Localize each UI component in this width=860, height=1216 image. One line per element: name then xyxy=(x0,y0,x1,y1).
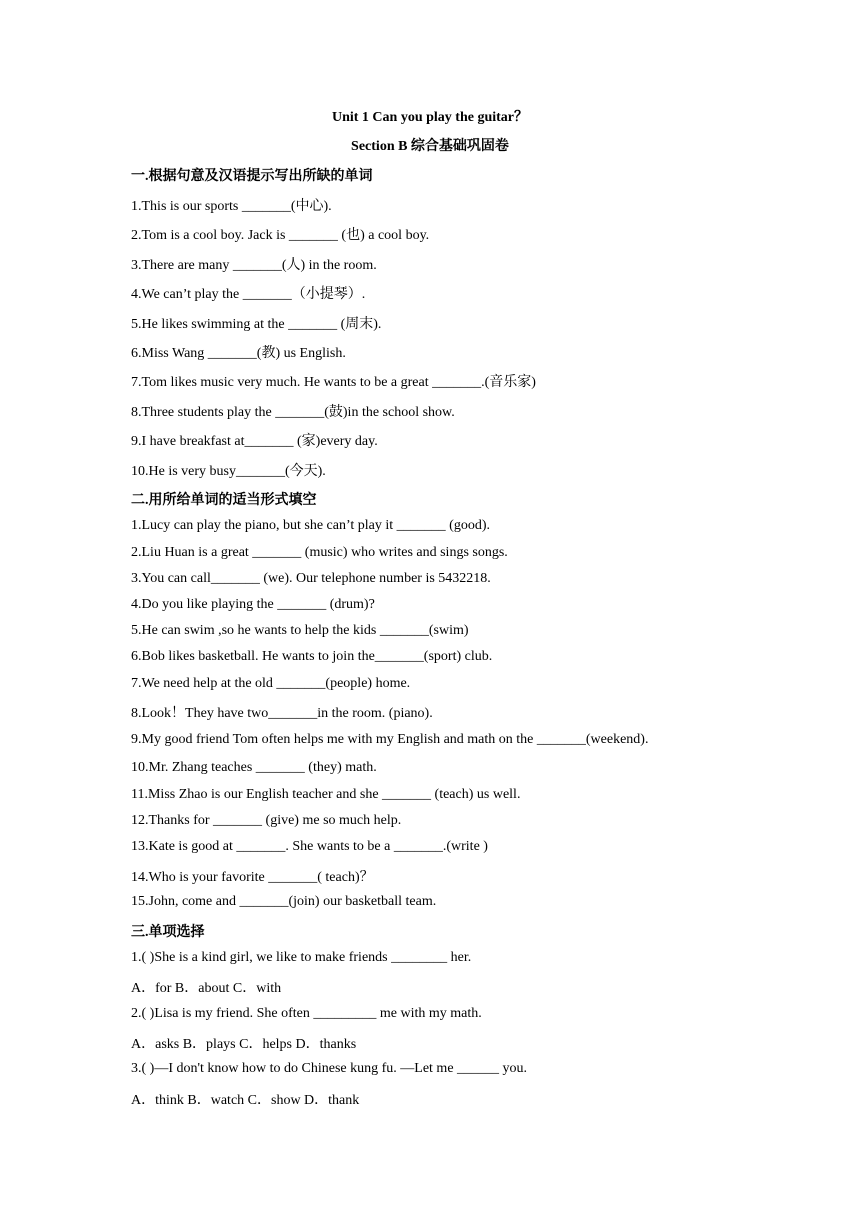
question-line: 9.I have breakfast at_______ (家)every day. xyxy=(131,434,378,449)
section-heading: 二.用所给单词的适当形式填空 xyxy=(131,493,317,508)
question-line: 7.We need help at the old _______(people) home. xyxy=(131,676,411,691)
question-line: 9.My good friend Tom often helps me with my English and math on the _______(weekend). xyxy=(131,732,649,747)
question-line: 1.( )She is a kind girl, we like to make friends ________ her. xyxy=(131,950,472,965)
question-line: 2.Tom is a cool boy. Jack is _______ (也) a cool boy. xyxy=(131,228,430,243)
question-line: 7.Tom likes music very much. He wants to be a great _______.(音乐家) xyxy=(131,375,536,390)
question-line: 1.Lucy can play the piano, but she can’t play it _______ (good). xyxy=(131,518,490,533)
question-line: 6.Miss Wang _______(教) us English. xyxy=(131,346,346,361)
answer-options: A．think B．watch C．show D．thank xyxy=(131,1093,360,1108)
section-heading: 一.根据句意及汉语提示写出所缺的单词 xyxy=(131,169,373,184)
question-line: 3.( )—I don't know how to do Chinese kung fu. —Let me ______ you. xyxy=(131,1061,528,1076)
question-line: 14.Who is your favorite _______( teach)？ xyxy=(131,870,374,885)
question-line: 4.Do you like playing the _______ (drum)? xyxy=(131,597,375,612)
question-line: 11.Miss Zhao is our English teacher and she _______ (teach) us well. xyxy=(131,787,521,802)
question-line: 8.Look！They have two_______in the room. (piano). xyxy=(131,706,433,721)
question-line: 10.He is very busy_______(今天). xyxy=(131,464,326,479)
question-line: 5.He likes swimming at the _______ (周末). xyxy=(131,317,382,332)
question-line: 3.You can call_______ (we). Our telephone number is 5432218. xyxy=(131,571,491,586)
question-line: 8.Three students play the _______(鼓)in the school show. xyxy=(131,405,455,420)
answer-options: A．asks B．plays C．helps D．thanks xyxy=(131,1037,357,1052)
question-line: 13.Kate is good at _______. She wants to be a _______.(write ) xyxy=(131,839,488,854)
question-line: 4.We can’t play the _______（小提琴）. xyxy=(131,287,366,302)
question-line: 2.Liu Huan is a great _______ (music) who writes and sings songs. xyxy=(131,545,508,560)
doc-title: Unit 1 Can you play the guitar？ xyxy=(331,110,529,125)
question-line: 3.There are many _______(人) in the room. xyxy=(131,258,377,273)
doc-subtitle: Section B 综合基础巩固卷 xyxy=(351,139,509,154)
question-line: 5.He can swim ,so he wants to help the kids _______(swim) xyxy=(131,623,469,638)
question-line: 2.( )Lisa is my friend. She often _________ me with my math. xyxy=(131,1006,482,1021)
section-heading: 三.单项选择 xyxy=(131,925,205,940)
question-line: 6.Bob likes basketball. He wants to join the_______(sport) club. xyxy=(131,649,493,664)
answer-options: A．for B．about C．with xyxy=(131,981,282,996)
question-line: 1.This is our sports _______(中心). xyxy=(131,199,332,214)
question-line: 15.John, come and _______(join) our basketball team. xyxy=(131,894,437,909)
question-line: 10.Mr. Zhang teaches _______ (they) math. xyxy=(131,760,377,775)
question-line: 12.Thanks for _______ (give) me so much help. xyxy=(131,813,402,828)
